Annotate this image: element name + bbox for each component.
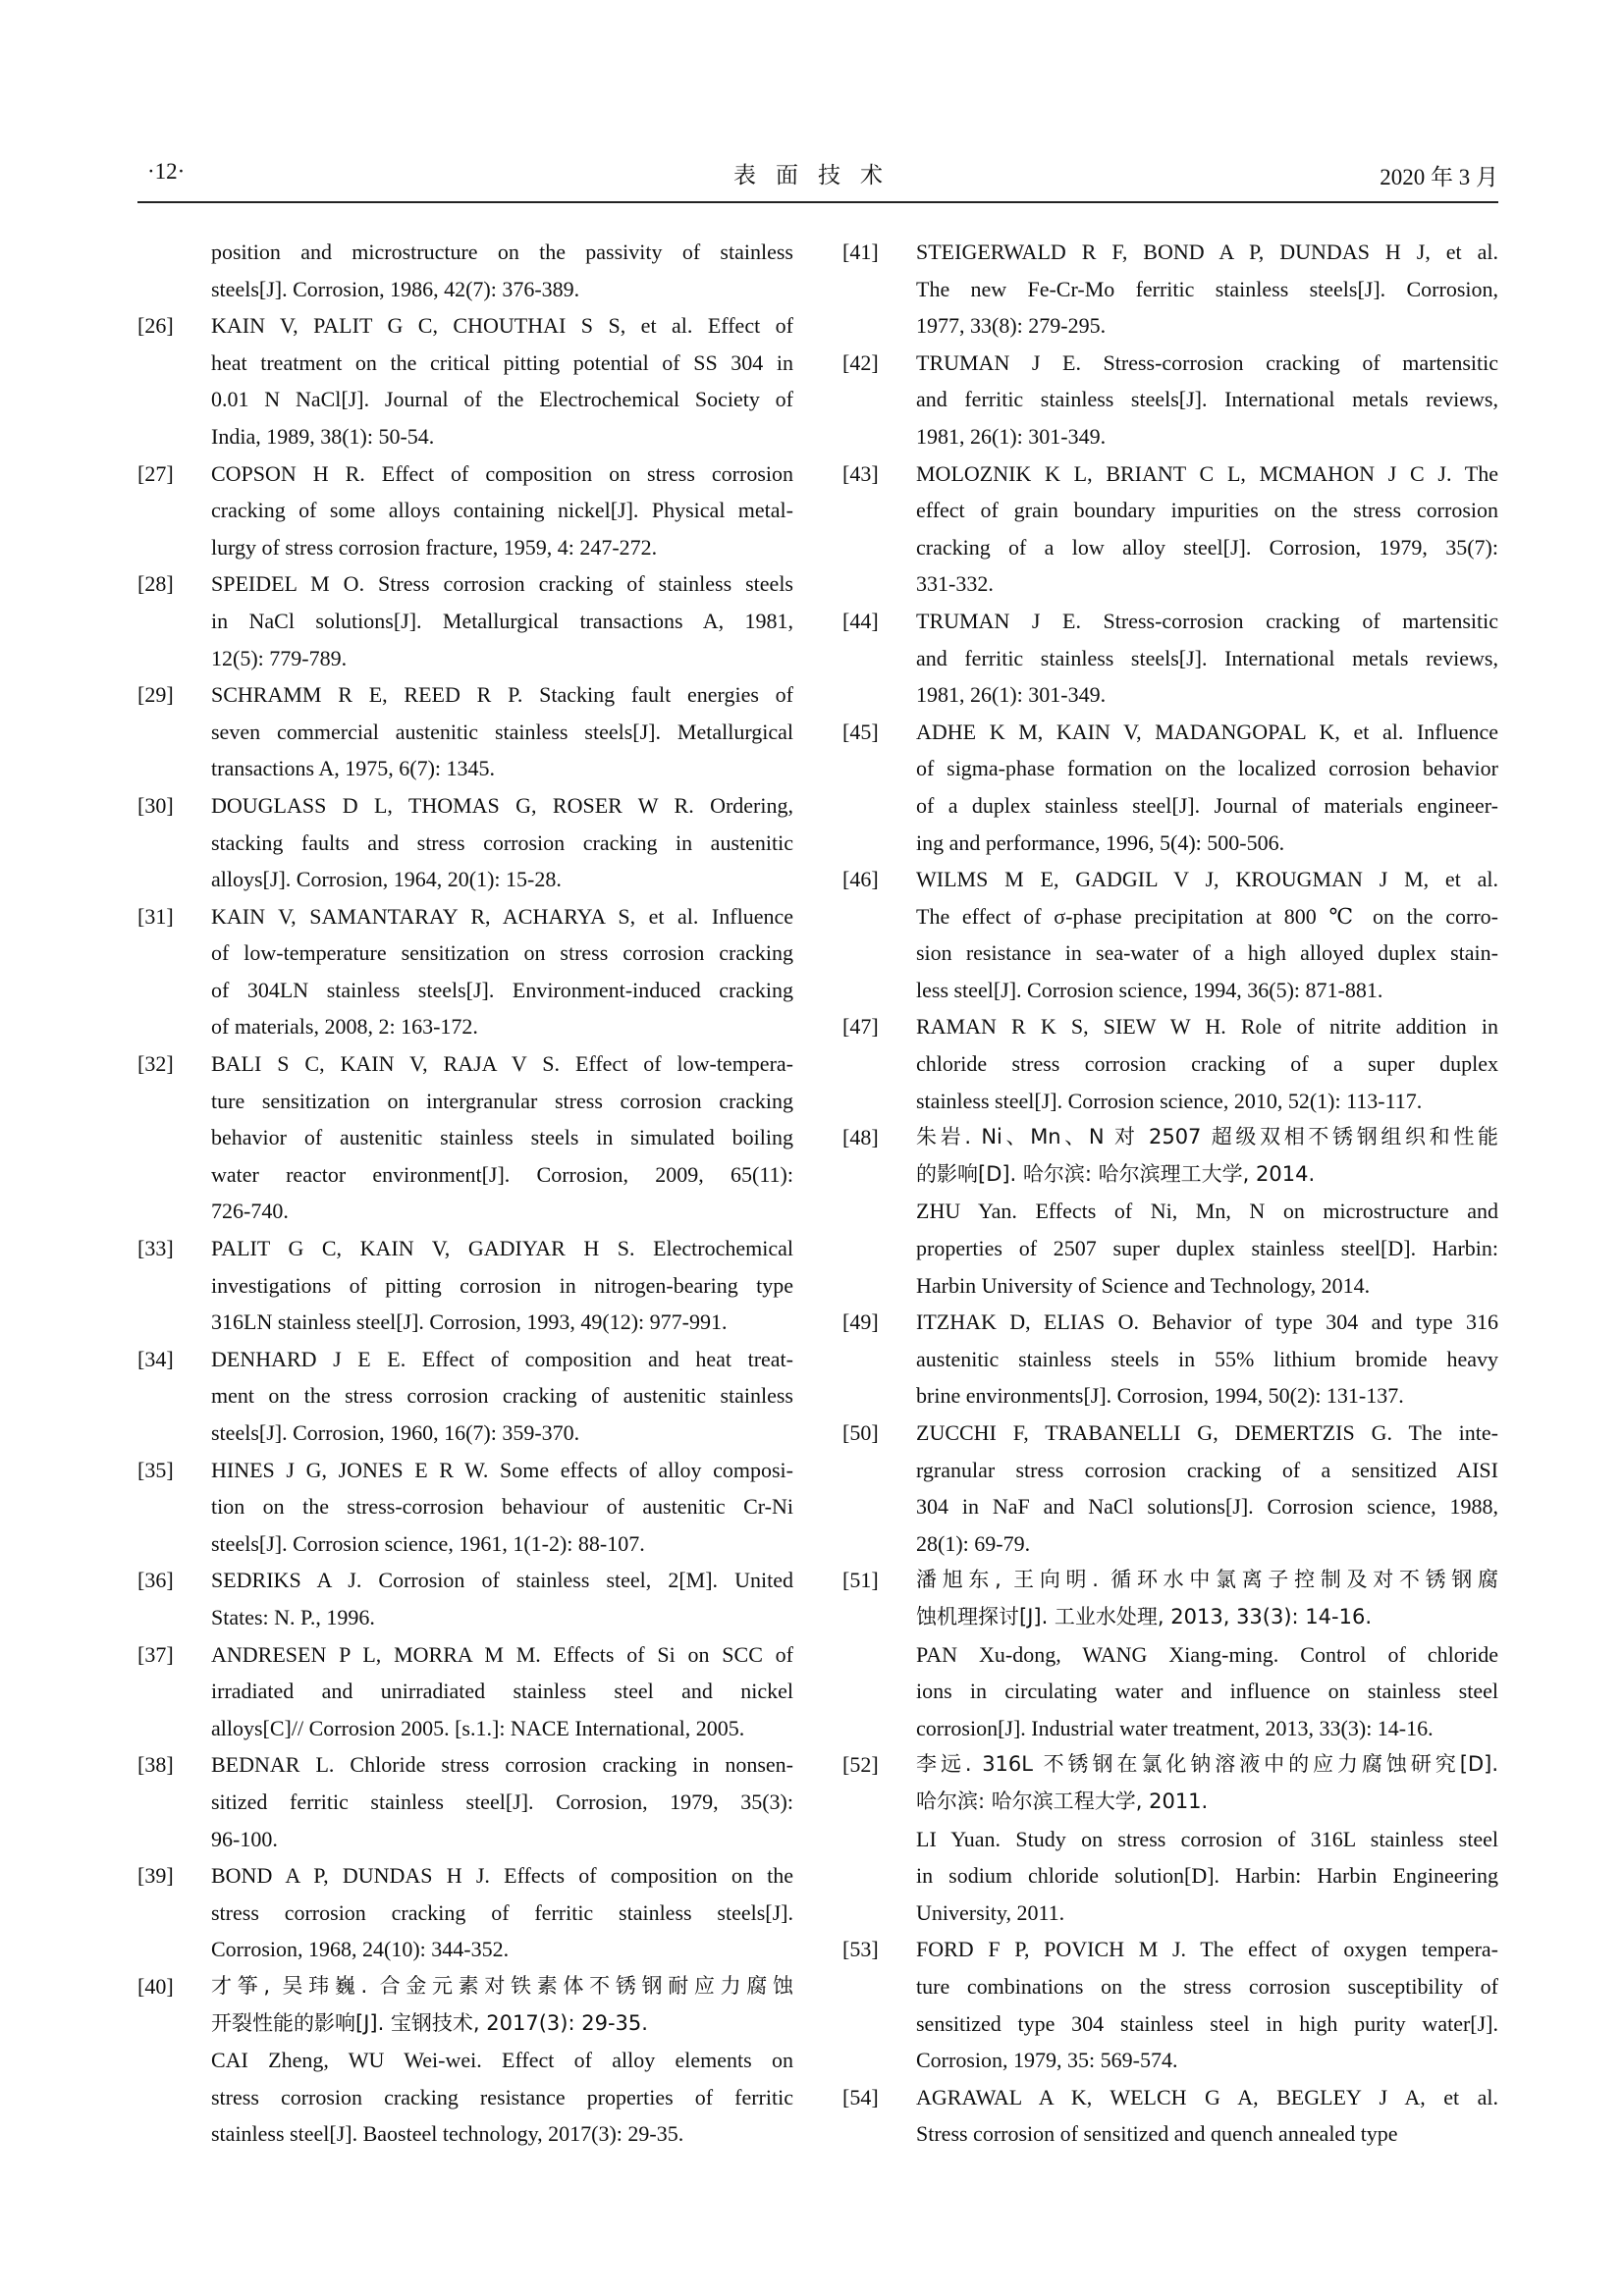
reference-line: investigations of pitting corrosion in nitrogen-bearing type bbox=[211, 1272, 793, 1298]
reference-text bbox=[211, 676, 793, 787]
reference-entry bbox=[842, 1746, 1498, 1931]
reference-entry bbox=[137, 1857, 793, 1968]
reference-line: AGRAWAL A K, WELCH G A, BEGLEY J A, et al. bbox=[916, 2084, 1498, 2109]
reference-line: sensitized type 304 stainless steel in high purity water[J]. bbox=[916, 2010, 1498, 2036]
reference-line: RAMAN R K S, SIEW W H. Role of nitrite addition in bbox=[916, 1014, 1498, 1040]
reference-line: 12(5): 779-789. bbox=[211, 645, 348, 670]
reference-number: [44] bbox=[842, 608, 879, 633]
reference-line-chinese: 才筝, 吴玮巍. 合金元素对铁素体不锈钢耐应力腐蚀 bbox=[211, 1973, 793, 1998]
reference-line: BOND A P, DUNDAS H J. Effects of composition on the bbox=[211, 1863, 793, 1889]
reference-number: [52] bbox=[842, 1752, 879, 1778]
reference-line: Harbin University of Science and Technology, 2014. bbox=[916, 1272, 1371, 1298]
reference-entry bbox=[842, 1119, 1498, 1304]
reference-number: [38] bbox=[137, 1752, 174, 1778]
reference-line: in NaCl solutions[J]. Metallurgical transactions A, 1981, bbox=[211, 608, 793, 633]
reference-line: heat treatment on the critical pitting potential of SS 304 in bbox=[211, 349, 793, 375]
reference-line: stainless steel[J]. Baosteel technology, 2017(3): 29-35. bbox=[211, 2121, 684, 2147]
reference-continuation bbox=[137, 234, 793, 307]
reference-entry bbox=[137, 1230, 793, 1341]
reference-line: of a duplex stainless steel[J]. Journal of materials engineer- bbox=[916, 792, 1498, 818]
reference-line: KAIN V, SAMANTARAY R, ACHARYA S, et al. Influence bbox=[211, 903, 793, 929]
reference-line: corrosion[J]. Industrial water treatment, 2013, 33(3): 14-16. bbox=[916, 1715, 1434, 1740]
reference-line: ture sensitization on intergranular stress corrosion cracking bbox=[211, 1088, 793, 1113]
reference-entry bbox=[137, 1562, 793, 1635]
reference-line: ZHU Yan. Effects of Ni, Mn, N on microstructure and bbox=[916, 1199, 1498, 1224]
reference-line: The effect of σ-phase precipitation at 800 ℃ on the corro- bbox=[916, 903, 1498, 929]
journal-title: 表面技术 bbox=[733, 163, 902, 188]
reference-line: of sigma-phase formation on the localized corrosion behavior bbox=[916, 756, 1498, 781]
reference-line: SEDRIKS A J. Corrosion of stainless steel, 2[M]. United bbox=[211, 1568, 793, 1593]
reference-text bbox=[916, 1931, 1498, 2078]
reference-line: of materials, 2008, 2: 163-172. bbox=[211, 1014, 478, 1040]
reference-number: [39] bbox=[137, 1863, 174, 1889]
reference-number: [31] bbox=[137, 903, 174, 929]
reference-line: steels[J]. Corrosion, 1960, 16(7): 359-370. bbox=[211, 1420, 580, 1445]
reference-line: ions in circulating water and influence on stainless steel bbox=[916, 1679, 1498, 1704]
reference-line: ZUCCHI F, TRABANELLI G, DEMERTZIS G. The inte- bbox=[916, 1420, 1498, 1445]
reference-line-chinese: 李远. 316L 不锈钢在氯化钠溶液中的应力腐蚀研究[D]. bbox=[916, 1752, 1498, 1777]
reference-line: PAN Xu-dong, WANG Xiang-ming. Control of chloride bbox=[916, 1641, 1498, 1667]
reference-entry bbox=[842, 1008, 1498, 1119]
reference-text bbox=[916, 1119, 1498, 1304]
reference-line: Stress corrosion of sensitized and quench annealed type bbox=[916, 2121, 1398, 2147]
reference-entry bbox=[842, 234, 1498, 345]
reference-line: stress corrosion cracking resistance properties of ferritic bbox=[211, 2084, 793, 2109]
reference-line: chloride stress corrosion cracking of a super duplex bbox=[916, 1051, 1498, 1077]
reference-line: of low-temperature sensitization on stress corrosion cracking bbox=[211, 940, 793, 966]
reference-number: [33] bbox=[137, 1236, 174, 1261]
reference-number: [53] bbox=[842, 1937, 879, 1962]
reference-entry bbox=[137, 787, 793, 898]
reference-line: 726-740. bbox=[211, 1199, 289, 1224]
reference-line: ITZHAK D, ELIAS O. Behavior of type 304 and type 316 bbox=[916, 1309, 1498, 1335]
reference-entry bbox=[137, 1045, 793, 1230]
reference-number: [54] bbox=[842, 2084, 879, 2109]
reference-line: properties of 2507 super duplex stainless steel[D]. Harbin: bbox=[916, 1236, 1498, 1261]
reference-entry bbox=[137, 455, 793, 566]
reference-entry bbox=[842, 714, 1498, 861]
reference-number: [34] bbox=[137, 1346, 174, 1371]
reference-text bbox=[916, 455, 1498, 603]
reference-number: [49] bbox=[842, 1309, 879, 1335]
reference-entry bbox=[842, 603, 1498, 714]
reference-line: seven commercial austenitic stainless steels[J]. Metallurgical bbox=[211, 719, 793, 744]
reference-line: 331-332. bbox=[916, 571, 994, 597]
reference-line: 316LN stainless steel[J]. Corrosion, 1993, 49(12): 977-991. bbox=[211, 1309, 728, 1335]
reference-text bbox=[211, 1045, 793, 1230]
reference-text bbox=[916, 861, 1498, 1008]
reference-line: MOLOZNIK K L, BRIANT C L, MCMAHON J C J. The bbox=[916, 460, 1498, 486]
reference-entry bbox=[137, 565, 793, 676]
reference-line: The new Fe-Cr-Mo ferritic stainless steels[J]. Corrosion, bbox=[916, 276, 1498, 301]
reference-line: and ferritic stainless steels[J]. International metals reviews, bbox=[916, 645, 1498, 670]
reference-text bbox=[211, 1636, 793, 1747]
reference-line: Corrosion, 1979, 35: 569-574. bbox=[916, 2048, 1178, 2073]
reference-line-chinese: 潘旭东, 王向明. 循环水中氯离子控制及对不锈钢腐 bbox=[916, 1568, 1498, 1592]
reference-line: behavior of austenitic stainless steels in simulated boiling bbox=[211, 1125, 793, 1150]
header-rule bbox=[137, 201, 1498, 203]
reference-line-chinese: 的影响[D]. 哈尔滨: 哈尔滨理工大学, 2014. bbox=[916, 1161, 1316, 1186]
reference-number: [41] bbox=[842, 240, 879, 264]
reference-line: alloys[J]. Corrosion, 1964, 20(1): 15-28. bbox=[211, 867, 562, 892]
reference-entry bbox=[842, 455, 1498, 603]
reference-line: stainless steel[J]. Corrosion science, 2010, 52(1): 113-117. bbox=[916, 1088, 1423, 1113]
reference-line: ANDRESEN P L, MORRA M M. Effects of Si on SCC of bbox=[211, 1641, 793, 1667]
running-header bbox=[137, 157, 1498, 196]
reference-line: lurgy of stress corrosion fracture, 1959, 4: 247-272. bbox=[211, 534, 658, 560]
reference-number: [37] bbox=[137, 1641, 174, 1667]
reference-number: [51] bbox=[842, 1568, 879, 1593]
reference-entry bbox=[137, 1341, 793, 1452]
reference-line: steels[J]. Corrosion, 1986, 42(7): 376-389. bbox=[211, 276, 580, 301]
reference-entry bbox=[137, 1746, 793, 1857]
reference-text bbox=[211, 307, 793, 454]
reference-number: [47] bbox=[842, 1014, 879, 1040]
reference-line: ment on the stress corrosion cracking of austenitic stainless bbox=[211, 1383, 793, 1409]
reference-line: austenitic stainless steels in 55% lithium bromide heavy bbox=[916, 1346, 1498, 1371]
reference-line: DOUGLASS D L, THOMAS G, ROSER W R. Ordering, bbox=[211, 792, 793, 818]
reference-number: [46] bbox=[842, 867, 879, 892]
reference-line: 28(1): 69-79. bbox=[916, 1530, 1031, 1556]
reference-line: stacking faults and stress corrosion cracking in austenitic bbox=[211, 829, 793, 855]
reference-text bbox=[211, 565, 793, 676]
reference-entry bbox=[137, 1636, 793, 1747]
reference-line: TRUMAN J E. Stress-corrosion cracking of martensitic bbox=[916, 349, 1498, 375]
reference-line: cracking of a low alloy steel[J]. Corrosion, 1979, 35(7): bbox=[916, 534, 1498, 560]
reference-text bbox=[211, 787, 793, 898]
reference-text bbox=[211, 1562, 793, 1635]
reference-number: [35] bbox=[137, 1457, 174, 1482]
reference-line: ing and performance, 1996, 5(4): 500-506. bbox=[916, 829, 1285, 855]
reference-line: stress corrosion cracking of ferritic stainless steels[J]. bbox=[211, 1899, 793, 1925]
reference-line: irradiated and unirradiated stainless steel and nickel bbox=[211, 1679, 793, 1704]
reference-entry bbox=[842, 2079, 1498, 2153]
reference-text bbox=[916, 714, 1498, 861]
reference-line: ture combinations on the stress corrosion susceptibility of bbox=[916, 1973, 1498, 1999]
reference-line: WILMS M E, GADGIL V J, KROUGMAN J M, et al. bbox=[916, 867, 1498, 892]
reference-number: [28] bbox=[137, 571, 174, 597]
reference-line: steels[J]. Corrosion science, 1961, 1(1-2): 88-107. bbox=[211, 1530, 645, 1556]
reference-line: effect of grain boundary impurities on the stress corrosion bbox=[916, 498, 1498, 523]
reference-line: 1981, 26(1): 301-349. bbox=[916, 423, 1107, 449]
reference-line: Corrosion, 1968, 24(10): 344-352. bbox=[211, 1937, 510, 1962]
reference-line: ADHE K M, KAIN V, MADANGOPAL K, et al. Influence bbox=[916, 719, 1498, 744]
reference-line: TRUMAN J E. Stress-corrosion cracking of martensitic bbox=[916, 608, 1498, 633]
reference-text bbox=[916, 345, 1498, 455]
reference-line: CAI Zheng, WU Wei-wei. Effect of alloy elements on bbox=[211, 2048, 793, 2073]
reference-line: water reactor environment[J]. Corrosion, 2009, 65(11): bbox=[211, 1161, 793, 1187]
reference-line: 0.01 N NaCl[J]. Journal of the Electrochemical Society of bbox=[211, 387, 793, 412]
reference-line: PALIT G C, KAIN V, GADIYAR H S. Electrochemical bbox=[211, 1236, 793, 1261]
reference-number: [32] bbox=[137, 1051, 174, 1077]
reference-line: COPSON H R. Effect of composition on stress corrosion bbox=[211, 460, 793, 486]
reference-line: rgranular stress corrosion cracking of a sensitized AISI bbox=[916, 1457, 1498, 1482]
reference-number: [40] bbox=[137, 1973, 174, 1999]
reference-line-chinese: 哈尔滨: 哈尔滨工程大学, 2011. bbox=[916, 1789, 1209, 1813]
reference-line: STEIGERWALD R F, BOND A P, DUNDAS H J, et al. bbox=[916, 240, 1498, 264]
reference-entry bbox=[842, 861, 1498, 1008]
reference-line: tion on the stress-corrosion behaviour of austenitic Cr-Ni bbox=[211, 1494, 793, 1520]
reference-line: States: N. P., 1996. bbox=[211, 1604, 375, 1629]
reference-line: and ferritic stainless steels[J]. International metals reviews, bbox=[916, 387, 1498, 412]
reference-line: transactions A, 1975, 6(7): 1345. bbox=[211, 756, 496, 781]
reference-number: [45] bbox=[842, 719, 879, 744]
reference-line: in sodium chloride solution[D]. Harbin: Harbin Engineering bbox=[916, 1863, 1498, 1889]
reference-line: 1977, 33(8): 279-295. bbox=[916, 313, 1107, 339]
reference-line-chinese: 蚀机理探讨[J]. 工业水处理, 2013, 33(3): 14-16. bbox=[916, 1604, 1372, 1629]
reference-line: HINES J G, JONES E R W. Some effects of alloy composi- bbox=[211, 1457, 793, 1482]
reference-line: KAIN V, PALIT G C, CHOUTHAI S S, et al. Effect of bbox=[211, 313, 793, 339]
reference-text bbox=[211, 1341, 793, 1452]
reference-entry bbox=[137, 307, 793, 454]
reference-text bbox=[211, 1452, 793, 1563]
reference-line: sion resistance in sea-water of a high alloyed duplex stain- bbox=[916, 940, 1498, 966]
reference-line: less steel[J]. Corrosion science, 1994, 36(5): 871-881. bbox=[916, 977, 1383, 1002]
reference-line: cracking of some alloys containing nickel[J]. Physical metal- bbox=[211, 498, 793, 523]
reference-text bbox=[211, 1968, 793, 2153]
reference-text bbox=[916, 603, 1498, 714]
reference-entry bbox=[842, 345, 1498, 455]
reference-line: LI Yuan. Study on stress corrosion of 316L stainless steel bbox=[916, 1826, 1498, 1851]
reference-line: 96-100. bbox=[211, 1826, 278, 1851]
reference-text bbox=[916, 1304, 1498, 1415]
reference-line: of 304LN stainless steels[J]. Environment-induced cracking bbox=[211, 977, 793, 1002]
reference-text bbox=[916, 1746, 1498, 1931]
reference-number: [30] bbox=[137, 792, 174, 818]
reference-line: DENHARD J E E. Effect of composition and heat treat- bbox=[211, 1346, 793, 1371]
reference-entry bbox=[842, 1562, 1498, 1746]
reference-text bbox=[916, 234, 1498, 345]
reference-line: SCHRAMM R E, REED R P. Stacking fault energies of bbox=[211, 682, 793, 708]
reference-entry bbox=[842, 1415, 1498, 1562]
reference-text bbox=[916, 1562, 1498, 1746]
reference-line: 304 in NaF and NaCl solutions[J]. Corrosion science, 1988, bbox=[916, 1494, 1498, 1520]
reference-text bbox=[211, 455, 793, 566]
reference-entry bbox=[137, 1452, 793, 1563]
reference-number: [43] bbox=[842, 460, 879, 486]
page-number: ·12· bbox=[147, 159, 186, 184]
issue-date: 2020 年 3 月 bbox=[1380, 165, 1498, 189]
reference-entry bbox=[137, 1968, 793, 2153]
reference-line: University, 2011. bbox=[916, 1899, 1065, 1925]
reference-column-right bbox=[842, 234, 1498, 2153]
reference-entry bbox=[137, 898, 793, 1045]
reference-number: [26] bbox=[137, 313, 174, 339]
reference-number: [48] bbox=[842, 1125, 879, 1150]
reference-line-chinese: 开裂性能的影响[J]. 宝钢技术, 2017(3): 29-35. bbox=[211, 2010, 648, 2035]
reference-text bbox=[211, 1746, 793, 1857]
reference-entry bbox=[842, 1304, 1498, 1415]
reference-text bbox=[916, 2079, 1498, 2153]
reference-entry bbox=[137, 676, 793, 787]
reference-line: brine environments[J]. Corrosion, 1994, 50(2): 131-137. bbox=[916, 1383, 1404, 1409]
reference-number: [36] bbox=[137, 1568, 174, 1593]
reference-number: [50] bbox=[842, 1420, 879, 1445]
reference-line: SPEIDEL M O. Stress corrosion cracking of stainless steels bbox=[211, 571, 793, 597]
reference-entry bbox=[842, 1931, 1498, 2078]
reference-text bbox=[916, 1415, 1498, 1562]
reference-line: India, 1989, 38(1): 50-54. bbox=[211, 423, 435, 449]
reference-text bbox=[211, 898, 793, 1045]
reference-line: BALI S C, KAIN V, RAJA V S. Effect of low-tempera- bbox=[211, 1051, 793, 1077]
reference-line: sitized ferritic stainless steel[J]. Corrosion, 1979, 35(3): bbox=[211, 1789, 793, 1814]
reference-line: alloys[C]// Corrosion 2005. [s.1.]: NACE International, 2005. bbox=[211, 1715, 745, 1740]
reference-number: [27] bbox=[137, 460, 174, 486]
reference-text bbox=[916, 1008, 1498, 1119]
reference-line: position and microstructure on the passivity of stainless bbox=[211, 240, 793, 264]
reference-column-left bbox=[137, 234, 793, 2153]
reference-line: 1981, 26(1): 301-349. bbox=[916, 682, 1107, 708]
reference-line: BEDNAR L. Chloride stress corrosion cracking in nonsen- bbox=[211, 1752, 793, 1778]
reference-text bbox=[211, 1230, 793, 1341]
reference-line: FORD F P, POVICH M J. The effect of oxygen tempera- bbox=[916, 1937, 1498, 1962]
reference-number: [42] bbox=[842, 349, 879, 375]
reference-text bbox=[211, 1857, 793, 1968]
reference-line-chinese: 朱岩. Ni、Mn、N 对 2507 超级双相不锈钢组织和性能 bbox=[916, 1125, 1498, 1149]
reference-number: [29] bbox=[137, 682, 174, 708]
